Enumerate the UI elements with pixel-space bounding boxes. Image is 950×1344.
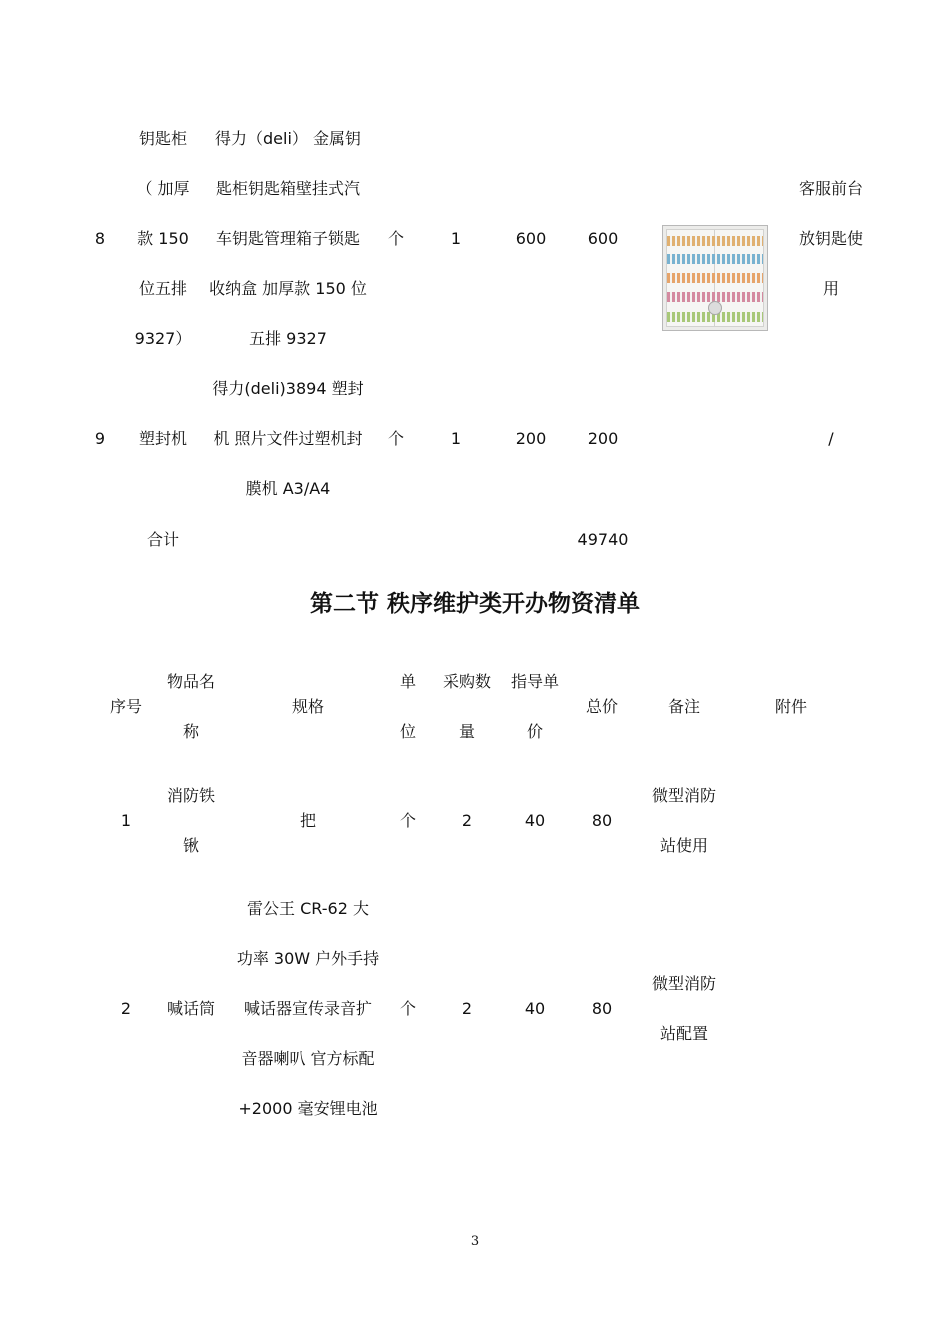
cabinet-key-row (667, 273, 763, 283)
t2row1-name-line: 消防铁 (166, 786, 216, 805)
row9-spec-line: 膜机 A3/A4 (245, 479, 331, 498)
cabinet-key-row (667, 236, 763, 246)
header-note: 备注 (667, 697, 701, 716)
row8-name-line: 钥匙柜 (138, 129, 188, 148)
row8-note-line: 用 (822, 279, 840, 298)
header-price-line: 价 (526, 722, 544, 741)
header-total: 总价 (585, 697, 619, 716)
t2row2-spec-line: 喊话器宣传录音扩 (243, 999, 373, 1018)
header-qty-line: 采购数 (442, 672, 492, 691)
row8-price: 600 (515, 229, 547, 248)
t2row2-spec-line: 音器喇叭 官方标配 (241, 1049, 375, 1068)
row8-total: 600 (587, 229, 619, 248)
row8-name-line: （ 加厚 (136, 179, 190, 198)
t2row1-qty: 2 (461, 811, 473, 830)
t2row1-spec: 把 (299, 811, 317, 830)
row8-spec-line: 匙柜钥匙箱壁挂式汽 (215, 179, 361, 198)
t2row1-name-line: 锹 (182, 836, 200, 855)
t2row2-qty: 2 (461, 999, 473, 1018)
header-unit-line: 单 (399, 672, 417, 691)
row8-note-line: 放钥匙使 (798, 229, 864, 248)
sum-label: 合计 (146, 530, 180, 549)
row8-note-line: 客服前台 (798, 179, 864, 198)
row8-unit: 个 (387, 229, 405, 248)
row8-name-line: 9327） (134, 329, 192, 348)
header-spec: 规格 (291, 697, 325, 716)
row9-qty: 1 (450, 429, 462, 448)
cabinet-lock-icon (708, 301, 722, 315)
t2row2-spec-line: 功率 30W 户外手持 (236, 949, 380, 968)
t2row2-note-line: 微型消防 (651, 974, 717, 993)
row9-note: / (828, 429, 834, 448)
row8-spec-line: 收纳盒 加厚款 150 位 (209, 279, 367, 298)
header-no: 序号 (109, 697, 143, 716)
t2row1-price: 40 (524, 811, 546, 830)
row8-no: 8 (94, 229, 106, 248)
header-name-line: 称 (182, 722, 200, 741)
t2row2-name: 喊话筒 (166, 999, 216, 1018)
row8-qty: 1 (450, 229, 462, 248)
t2row2-unit: 个 (399, 999, 417, 1018)
t2row1-no: 1 (120, 811, 132, 830)
row8-name-line: 位五排 (138, 279, 188, 298)
t2row2-no: 2 (120, 999, 132, 1018)
cabinet-key-row (667, 254, 763, 264)
row9-name: 塑封机 (138, 429, 188, 448)
row9-total: 200 (587, 429, 619, 448)
row8-name-line: 款 150 (137, 229, 189, 248)
row9-price: 200 (515, 429, 547, 448)
row8-spec-line: 五排 9327 (249, 329, 327, 348)
page-number: 3 (470, 1234, 480, 1249)
t2row1-note-line: 站使用 (659, 836, 709, 855)
header-price-line: 指导单 (510, 672, 560, 691)
row9-no: 9 (94, 429, 106, 448)
row9-unit: 个 (387, 429, 405, 448)
t2row2-price: 40 (524, 999, 546, 1018)
t2row2-spec-line: +2000 毫安锂电池 (238, 1099, 378, 1118)
row9-spec-line: 得力(deli)3894 塑封 (212, 379, 364, 398)
sum-total: 49740 (577, 530, 629, 549)
header-attach: 附件 (774, 697, 808, 716)
header-qty-line: 量 (458, 722, 476, 741)
row8-spec-line: 得力（deli） 金属钥 (215, 129, 361, 148)
t2row1-note-line: 微型消防 (651, 786, 717, 805)
t2row1-unit: 个 (399, 811, 417, 830)
t2row2-spec-line: 雷公王 CR-62 大 (247, 899, 369, 918)
t2row1-total: 80 (591, 811, 613, 830)
row8-spec-line: 车钥匙管理箱子锁匙 (215, 229, 361, 248)
t2row2-total: 80 (591, 999, 613, 1018)
key-cabinet-image (662, 225, 768, 331)
section-title: 第二节 秩序维护类开办物资清单 (309, 591, 640, 617)
t2row2-note-line: 站配置 (659, 1024, 709, 1043)
row9-spec-line: 机 照片文件过塑机封 (213, 429, 363, 448)
header-unit-line: 位 (399, 722, 417, 741)
header-name-line: 物品名 (166, 672, 216, 691)
